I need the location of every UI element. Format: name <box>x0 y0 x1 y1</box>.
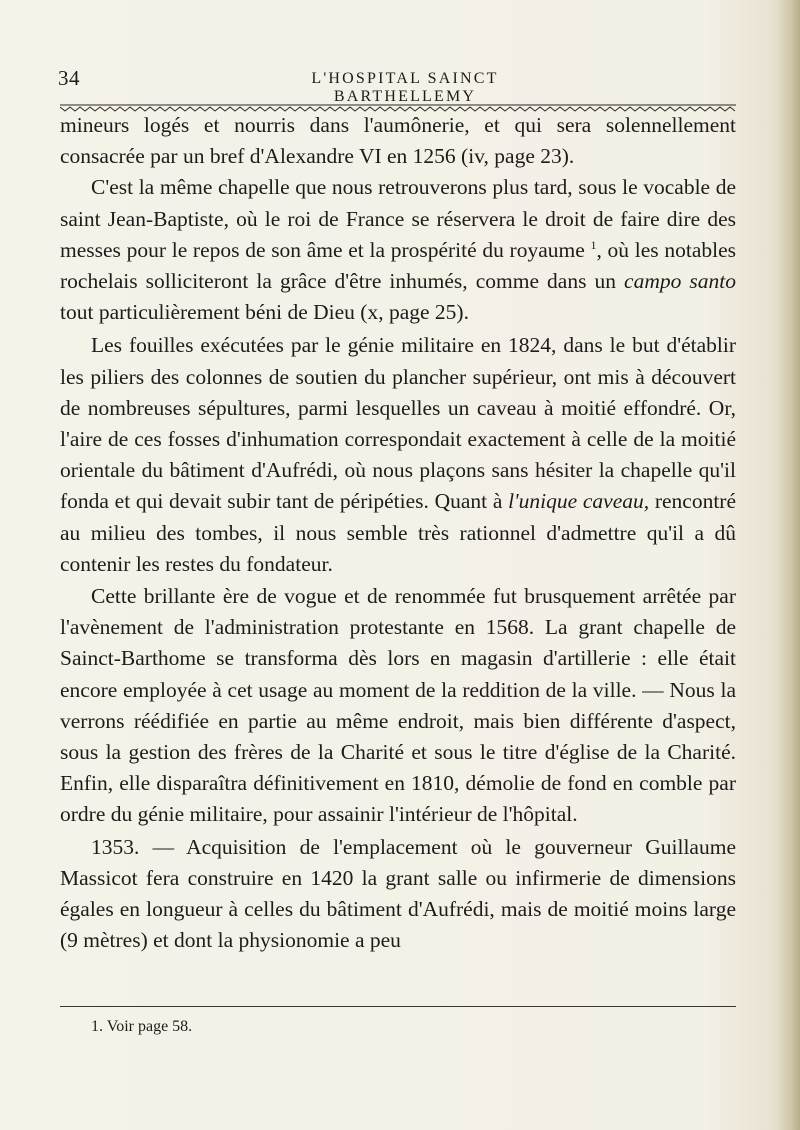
footnote-divider <box>60 1006 736 1007</box>
paragraph <box>60 172 736 328</box>
footnote-reference: 1 <box>590 237 597 252</box>
body-text <box>60 110 736 956</box>
page-edge-shadow <box>778 0 800 1130</box>
paragraph-text: rencontré au milieu des tombes, il nous semble très rationnel d'admettre qu'il a dû contenir les restes du fondateur. <box>60 489 736 576</box>
paragraph-text: Les fouilles exécutées par le génie militaire en 1824, dans le but d'établir les piliers des colonnes de soutien du plancher supérieur, ont mis à découvert de nombreuses sépultures, parmi lesquelles un caveau à moitié effondré. Or, l'aire de ces fosses d'inhumation correspondait exactement à celle de la moitié orientale du bâtiment d'Aufrédi, où nous plaçons sans hésiter la chapelle qu'il fonda et qui devait subir tant de péripéties. Quant à <box>60 333 736 514</box>
page-header <box>0 66 800 105</box>
running-title: L'HOSPITAL SAINCT BARTHELLEMY <box>311 70 499 105</box>
paragraph <box>60 832 736 957</box>
footnote: 1. Voir page 58. <box>91 1018 193 1035</box>
paragraph-text: Cette brillante ère de vogue et de renommée fut brusquement arrêtée par l'avènement de l'administration protestante en 1568. La grant chapelle de Sainct-Barthome se transforma dès lors en magasin d'artillerie : elle était encore employée à cet usage au moment de la reddition de la ville. — Nous la verrons réédifiée en partie au même endroit, mais bien différente d'aspect, sous la gestion des frères de la Charité et sous le titre d'église de la Charité. Enfin, elle disparaîtra définitivement en 1810, démolie de fond en comble par ordre du génie militaire, pour assainir l'intérieur de l'hôpital. <box>60 584 736 827</box>
paragraph <box>60 110 736 172</box>
paragraph-text: , où les notables rochelais solliciteront la grâce d'être inhumés, comme dans un <box>60 237 736 294</box>
paragraph-text: 1353. — Acquisition de l'emplacement où le gouverneur Guillaume Massicot fera construire en 1420 la grant salle ou infirmerie de dimensions égales en longueur à celles du bâtiment d'Aufrédi, mais de moitié moins large (9 mètres) et dont la physionomie a peu <box>60 834 736 953</box>
paragraph-text: tout particulièrement béni de Dieu (x, page 25). <box>60 300 469 325</box>
paragraph-text: mineurs logés et nourris dans l'aumônerie, et qui sera solennellement consacrée par un bref d'Alexandre VI en 1256 (iv, page 23). <box>60 113 736 169</box>
italic-term: l'unique caveau, <box>508 489 650 514</box>
italic-term: campo santo <box>624 269 736 294</box>
paragraph <box>60 581 736 831</box>
page-number: 34 <box>58 66 80 90</box>
paragraph <box>60 330 736 580</box>
paragraph-text: C'est la même chapelle que nous retrouverons plus tard, sous le vocable de saint Jean-Baptiste, où le roi de France se réservera le droit de faire dire des messes pour le repos de son âme et la prospérité du royaume <box>60 175 736 262</box>
